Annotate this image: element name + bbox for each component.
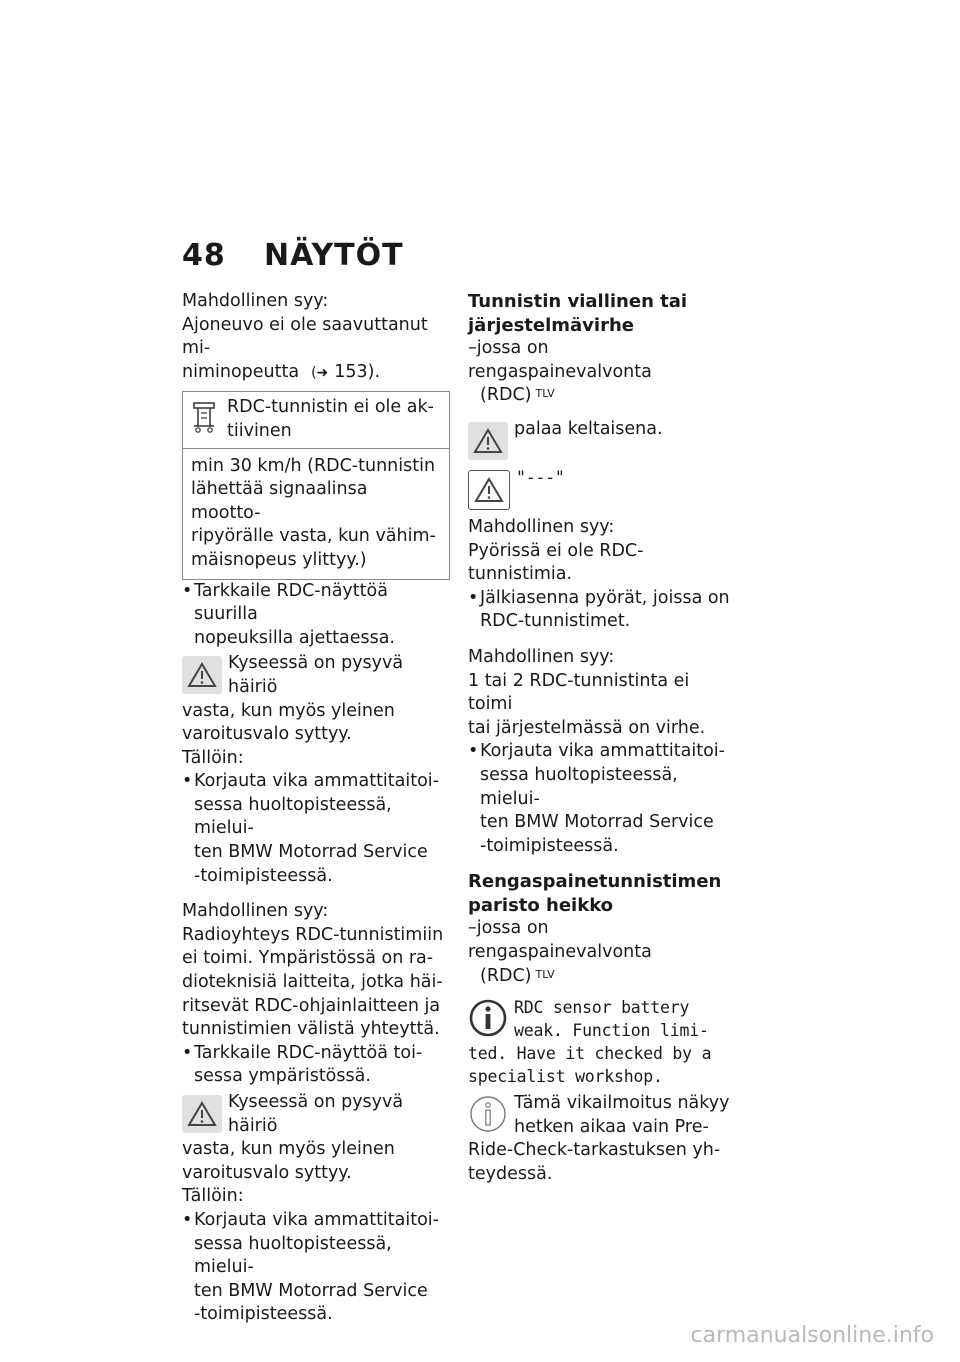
- info-note: Tämä vikailmoitus näkyy hetken aikaa vain Pre- Ride-Check-tarkastuksen yh- teydessä.: [468, 1093, 730, 1185]
- list-item: • Tarkkaile RDC-näyttöä toi- sessa ympäristössä.: [182, 1042, 450, 1089]
- right-column: Tunnistin viallinen tai järjestelmävirhe –jossa on rengaspainevalvonta (RDC) $^{TLV}$ palaa keltaisena. "---" Mahdollinen syy: Pyörissä ei ole RDC-tunnistimia. • Jälkiasenna pyörät, joissa on RDC-tunnistimet. Mahdollinen syy: 1 tai 2 RDC-tunnistinta ei toimi tai järjestelmässä on virhe. • Korjauta vika ammattitaitoi- sessa huoltopisteessä, mielui- ten BMW Motorrad Service -toimipisteessä. Rengaspainetunnistimen paristo heikko –jossa on rengaspainevalvonta (RDC) $^{TLV}$ RDC sensor battery weak. Function limi- ted. Have it checked by a specialist workshop. Tämä vikailmoitus näkyy hetken aikaa vain Pre- Ride-Check-tarkastuksen yh- teydessä.: [468, 290, 736, 1187]
- left-column: Mahdollinen syy: Ajoneuvo ei ole saavuttanut mi- niminopeutta (➜ 153). RDC-tunnistin ei ole ak- tiivinen min 30 km/h (RDC-tunnistin lähettää signaalinsa mootto- ripyörälle vasta, kun vähim- mäisnopeus ylittyy.) • Tarkkaile RDC-näyttöä suurilla nopeuksilla ajettaessa. Kyseessä on pysyvä häiriö vasta, kun myös yleinen varoitusvalo syttyy. Tällöin: • Korjauta vika ammattitaitoi- sessa huoltopisteessä, mielui- ten BMW Motorrad Service -toimipisteessä. Mahdollinen syy: Radioyhteys RDC-tunnistimiin ei toimi. Ympäristössä on ra- dioteknisiä laitteita, jotka häi- ritsevät RDC-ohjainlaitteen ja tunnistimien välistä yhteyttä. • Tarkkaile RDC-näyttöä toi- sessa ympäristössä. Kyseessä on pysyvä häiriö vasta, kun myös yleinen varoitusvalo syttyy. Tällöin: • Korjauta vika ammattitaitoi- sessa huoltopisteessä, mielui- ten BMW Motorrad Service -toimipisteessä.: [182, 290, 450, 1327]
- page-header: [182, 238, 404, 273]
- list-item: • Korjauta vika ammattitaitoi- sessa huoltopisteessä, mielui- ten BMW Motorrad Service -toimipisteessä.: [468, 740, 736, 858]
- list-item: • Tarkkaile RDC-näyttöä suurilla nopeuksilla ajettaessa.: [182, 580, 450, 651]
- indicator-box-title: RDC-tunnistin ei ole ak- tiivinen: [183, 392, 449, 448]
- section-title: NÄYTÖT: [264, 238, 404, 273]
- warning-note: Kyseessä on pysyvä häiriö vasta, kun myös yleinen varoitusvalo syttyy.: [182, 1092, 404, 1183]
- section-heading: paristo heikko: [468, 894, 614, 916]
- cause-text: Ajoneuvo ei ole saavuttanut mi-: [182, 314, 428, 359]
- section-heading: järjestelmävirhe: [468, 314, 634, 336]
- list-item: • Jälkiasenna pyörät, joissa on RDC-tunnistimet.: [468, 587, 736, 634]
- page-reference[interactable]: (➜: [311, 364, 329, 381]
- cause-label: Mahdollinen syy:: [182, 901, 329, 922]
- cause-label: Mahdollinen syy:: [468, 516, 615, 537]
- cause-text: niminopeutta (➜ 153).: [182, 361, 450, 386]
- section-heading: Rengaspainetunnistimen: [468, 871, 722, 893]
- warning-state-text: palaa keltaisena.: [514, 418, 663, 439]
- warning-triangle-icon: [468, 470, 510, 510]
- info-outline-icon: [468, 1094, 508, 1134]
- display-message: RDC sensor battery weak. Function limi- ted. Have it checked by a specialist workshop.: [468, 998, 712, 1087]
- then-label: Tällöin:: [182, 747, 244, 768]
- cause-label: Mahdollinen syy:: [468, 646, 615, 667]
- display-dashes: "---": [516, 467, 565, 487]
- page-number: 48: [182, 238, 226, 273]
- list-item: • Korjauta vika ammattitaitoi- sessa huoltopisteessä, mielui- ten BMW Motorrad Service -toimipisteessä.: [182, 770, 450, 888]
- warning-triangle-icon: [182, 656, 222, 694]
- indicator-box-body: min 30 km/h (RDC-tunnistin lähettää signaalinsa mootto- ripyörälle vasta, kun vähim- mäisnopeus ylittyy.): [191, 455, 436, 570]
- warning-triangle-icon: [182, 1095, 222, 1133]
- tlv-label: TLV: [535, 387, 555, 401]
- tlv-label: TLV: [535, 967, 555, 981]
- indicator-box: [182, 391, 450, 579]
- warning-note: [468, 418, 736, 462]
- watermark: carmanualsonline.info: [690, 1323, 934, 1348]
- cause-label: Mahdollinen syy:: [182, 291, 329, 311]
- tire-sensor-icon: [191, 396, 227, 443]
- warning-note: Kyseessä on pysyvä häiriö vasta, kun myös yleinen varoitusvalo syttyy.: [182, 653, 404, 745]
- display-readout: [468, 466, 736, 510]
- section-heading: Tunnistin viallinen tai: [468, 291, 688, 312]
- warning-triangle-icon: [468, 422, 508, 460]
- info-icon: [468, 998, 508, 1038]
- arrow-right-icon: ➜: [316, 364, 329, 381]
- list-item: • Korjauta vika ammattitaitoi- sessa huoltopisteessä, mielui- ten BMW Motorrad Service -toimipisteessä.: [182, 1209, 450, 1327]
- then-label: Tällöin:: [182, 1186, 244, 1207]
